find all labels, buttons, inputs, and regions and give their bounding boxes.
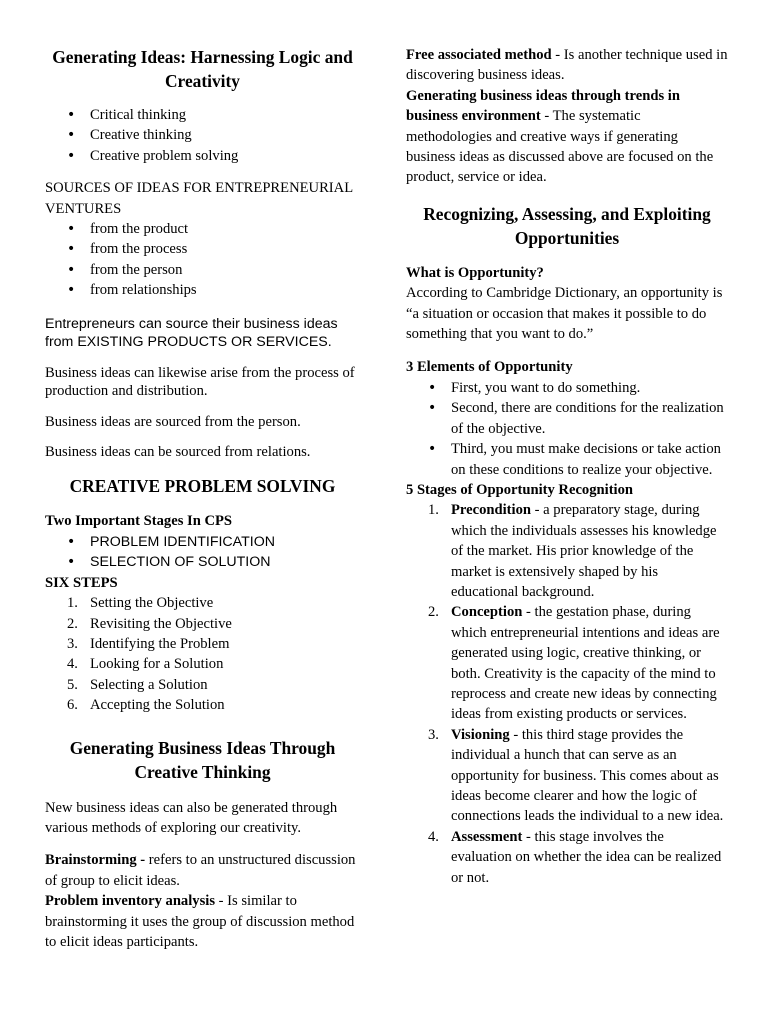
problem-inventory-definition: Problem inventory analysis - Is similar to brainstorming it uses the group of discussion method to elicit ideas participants. bbox=[45, 893, 355, 950]
list-item: • SELECTION OF SOLUTION bbox=[45, 552, 360, 572]
list-item: • from the person bbox=[45, 260, 360, 280]
section-title-creative-thinking: Generating Business Ideas Through Creative Thinking bbox=[69, 737, 336, 782]
stages-recognition-list bbox=[406, 500, 728, 888]
list-item: 4. Looking for a Solution bbox=[67, 656, 224, 673]
free-association-definition: Free associated method - Is another technique used in discovering business ideas. bbox=[406, 47, 728, 84]
section-title-cps: CREATIVE PROBLEM SOLVING bbox=[69, 476, 336, 497]
elements-heading: 3 Elements of Opportunity bbox=[406, 359, 573, 376]
paragraph-creativity: New business ideas can also be generated through various methods of exploring our creativity. bbox=[45, 799, 338, 836]
paragraph-relations: Business ideas can be sourced from relations. bbox=[45, 444, 311, 461]
paragraph-process: Business ideas can likewise arise from the process of production and distribution. bbox=[45, 364, 355, 399]
opportunity-definition: According to Cambridge Dictionary, an opportunity is “a situation or occasion that makes it possible to do something that you want to do.” bbox=[406, 285, 723, 343]
sources-heading: SOURCES OF IDEAS FOR ENTREPRENEURIAL VENTURES bbox=[45, 180, 353, 217]
list-item: • First, you want to do something. bbox=[406, 378, 728, 398]
right-column bbox=[406, 0, 728, 888]
list-item: 3. Visioning - this third stage provides the individual a hunch that can serve as an opportunity for business. This comes about as ideas become clearer and how the logic of connections leads the individual to a new idea. bbox=[428, 726, 724, 825]
list-item: • Creative problem solving bbox=[45, 146, 360, 166]
section-title-generating-ideas: Generating Ideas: Harnessing Logic and Creativity bbox=[52, 47, 353, 91]
list-item: • Second, there are conditions for the realization of the objective. bbox=[406, 398, 728, 439]
list-item: 2. Revisiting the Objective bbox=[67, 615, 232, 632]
list-item: 1. Precondition - a preparatory stage, during which the individuals assesses his knowledge of the market. His prior knowledge of the market is extensively shaped by his educational background. bbox=[428, 502, 717, 600]
elements-list bbox=[406, 378, 728, 480]
stages-recognition-heading: 5 Stages of Opportunity Recognition bbox=[406, 481, 634, 498]
list-item: • from relationships bbox=[45, 280, 360, 300]
list-item: • Critical thinking bbox=[45, 105, 360, 125]
sources-list bbox=[45, 219, 360, 301]
cps-stages-list bbox=[45, 532, 360, 573]
list-item: 3. Identifying the Problem bbox=[67, 635, 230, 652]
six-steps-heading: SIX STEPS bbox=[45, 574, 118, 591]
paragraph-person: Business ideas are sourced from the person. bbox=[45, 413, 301, 430]
list-item: 5. Selecting a Solution bbox=[67, 676, 208, 693]
list-item: • PROBLEM IDENTIFICATION bbox=[45, 532, 360, 552]
list-item: • from the process bbox=[45, 239, 360, 259]
list-item: 6. Accepting the Solution bbox=[67, 697, 225, 714]
six-steps-list bbox=[45, 593, 360, 715]
left-column bbox=[45, 0, 360, 952]
list-item: 4. Assessment - this stage involves the evaluation on whether the idea can be realized or not. bbox=[428, 828, 722, 886]
list-item: • Creative thinking bbox=[45, 125, 360, 145]
stages-heading: Two Important Stages In CPS bbox=[45, 513, 233, 530]
list-item: 2. Conception - the gestation phase, during which entrepreneurial intentions and ideas are generated using logic, creative thinking, or both. Creativity is the capacity of the mind to reprocess and create new ideas by connecting ideas from existing products or services. bbox=[428, 604, 720, 723]
trends-definition: Generating business ideas through trends in business environment - The systematic methodologies and creative ways if generating business ideas as discussed above are focused on the product, service or idea. bbox=[406, 87, 714, 186]
thinking-list bbox=[45, 105, 360, 166]
brainstorming-definition: Brainstorming - refers to an unstructured discussion of group to elicit ideas. bbox=[45, 852, 356, 889]
opportunity-heading: What is Opportunity? bbox=[406, 264, 544, 281]
list-item: • Third, you must make decisions or take action on these conditions to realize your objective. bbox=[406, 439, 728, 480]
paragraph-existing-products: Entrepreneurs can source their business ideas from EXISTING PRODUCTS OR SERVICES. bbox=[45, 315, 338, 351]
list-item: • from the product bbox=[45, 219, 360, 239]
section-title-opportunities: Recognizing, Assessing, and Exploiting Opportunities bbox=[423, 203, 711, 248]
list-item: 1. Setting the Objective bbox=[67, 595, 214, 612]
